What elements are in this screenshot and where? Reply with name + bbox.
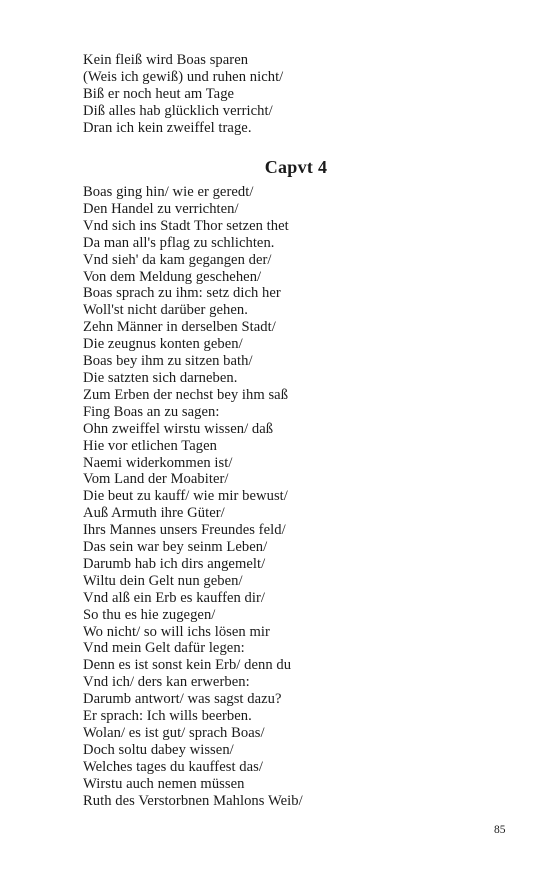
verse-line: Boas sprach zu ihm: setz dich her bbox=[83, 285, 281, 302]
chapter-text bbox=[83, 184, 483, 810]
verse-line: Vnd sieh' da kam gegangen der/ bbox=[83, 251, 272, 268]
verse-line: (Weis ich gewiß) und ruhen nicht/ bbox=[83, 68, 284, 85]
verse-line: Wolan/ es ist gut/ sprach Boas/ bbox=[83, 725, 265, 741]
verse-line: Vnd sich ins Stadt Thor setzen thet bbox=[83, 217, 289, 234]
verse-line: Das sein war bey seinm Leben/ bbox=[83, 539, 268, 556]
verse-line: Diß alles hab glücklich verricht/ bbox=[83, 102, 273, 119]
verse-line: Wirstu auch nemen müssen bbox=[83, 775, 245, 792]
verse-line: Vnd ich/ ders kan erwerben: bbox=[83, 674, 250, 691]
verse-line: Die beut zu kauff/ wie mir bewust/ bbox=[83, 488, 288, 505]
verse-line: Boas ging hin/ wie er geredt/ bbox=[83, 184, 254, 200]
verse-line: Vnd mein Gelt dafür legen: bbox=[83, 640, 245, 657]
verse-line: Vom Land der Moabiter/ bbox=[83, 471, 229, 488]
verse-line: Fing Boas an zu sagen: bbox=[83, 403, 220, 420]
verse-line: Darumb hab ich dirs angemelt/ bbox=[83, 555, 266, 572]
verse-line: Er sprach: Ich wills beerben. bbox=[83, 708, 252, 725]
verse-line: Auß Armuth ihre Güter/ bbox=[83, 505, 225, 522]
verse-line: Von dem Meldung geschehen/ bbox=[83, 268, 262, 285]
verse-line: Hie vor etlichen Tagen bbox=[83, 437, 217, 454]
verse-line: Da man all's pflag zu schlichten. bbox=[83, 234, 275, 251]
verse-line: Kein fleiß wird Boas sparen bbox=[83, 52, 249, 68]
page-number: 85 bbox=[494, 824, 506, 836]
verse-line: Woll'st nicht darüber gehen. bbox=[83, 302, 248, 319]
verse-line: Darumb antwort/ was sagst dazu? bbox=[83, 691, 282, 708]
verse-line: Den Handel zu verrichten/ bbox=[83, 200, 239, 217]
verse-line: Zum Erben der nechst bey ihm saß bbox=[83, 386, 289, 403]
verse-line: Ihrs Mannes unsers Freundes feld/ bbox=[83, 522, 286, 539]
verse-line: Boas bey ihm zu sitzen bath/ bbox=[83, 353, 253, 370]
verse-line: Die satzten sich darneben. bbox=[83, 369, 238, 386]
verse-line: So thu es hie zugegen/ bbox=[83, 606, 216, 623]
verse-line: Dran ich kein zweiffel trage. bbox=[83, 119, 252, 136]
verse-line: Ruth des Verstorbnen Mahlons Weib/ bbox=[83, 792, 303, 809]
verse-line: Welches tages du kauffest das/ bbox=[83, 758, 263, 775]
verse-line: Vnd alß ein Erb es kauffen dir/ bbox=[83, 589, 266, 606]
verse-line: Die zeugnus konten geben/ bbox=[83, 336, 243, 353]
verse-line: Biß er noch heut am Tage bbox=[83, 85, 235, 102]
verse-line: Zehn Männer in derselben Stadt/ bbox=[83, 319, 276, 336]
verse-line: Ohn zweiffel wirstu wissen/ daß bbox=[83, 420, 274, 437]
chapter-heading: Capvt 4 bbox=[264, 157, 328, 177]
top-stanza bbox=[83, 52, 483, 137]
verse-line: Doch soltu dabey wissen/ bbox=[83, 741, 234, 758]
verse-line: Wiltu dein Gelt nun geben/ bbox=[83, 572, 243, 589]
verse-line: Naemi widerkommen ist/ bbox=[83, 454, 233, 471]
verse-line: Denn es ist sonst kein Erb/ denn du bbox=[83, 657, 292, 674]
verse-line: Wo nicht/ so will ichs lösen mir bbox=[83, 623, 270, 640]
